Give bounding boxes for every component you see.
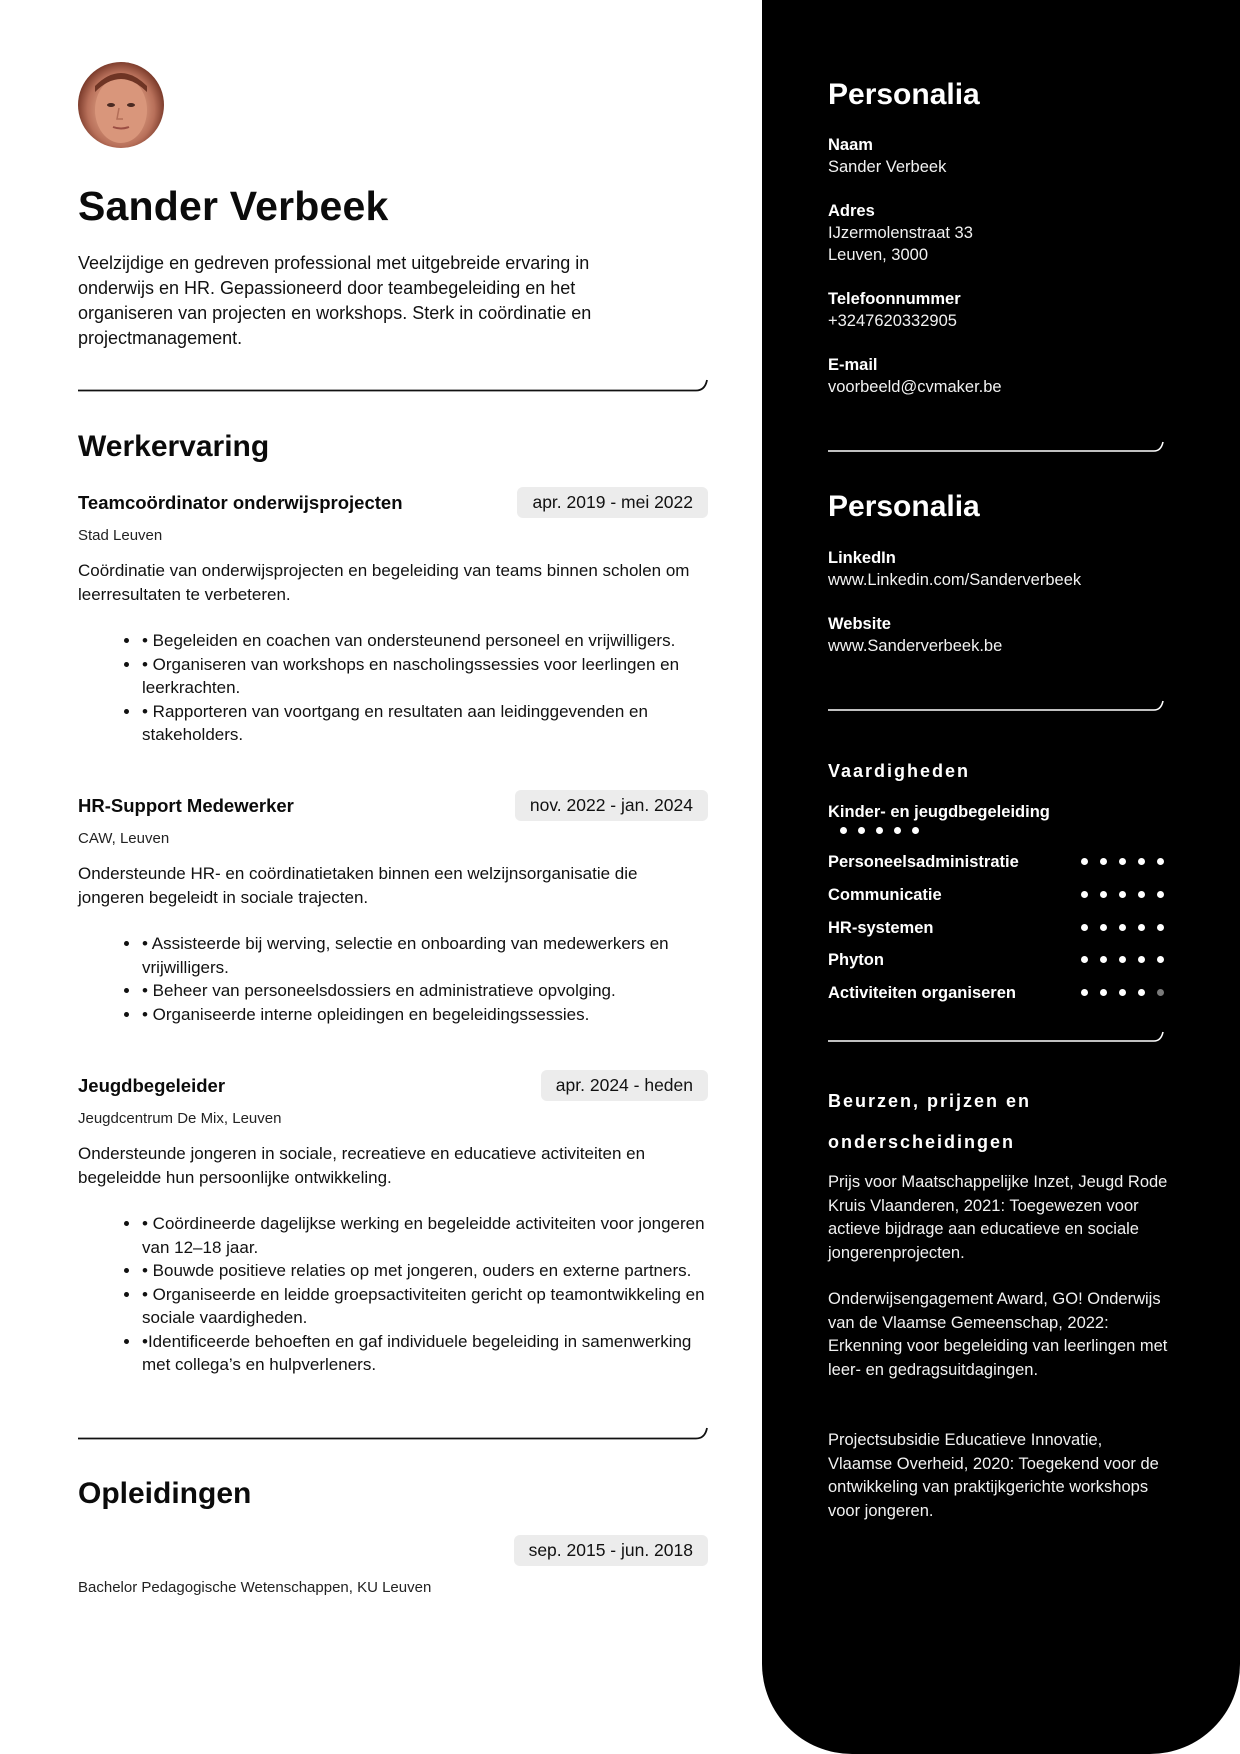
bullet-item: • •Identificeerde behoeften en gaf individuele begeleiding in samenwerking met collega’s en hulpverleners. — [141, 1330, 708, 1377]
rating-dot-filled — [1081, 956, 1088, 963]
field-phone — [828, 288, 1168, 332]
skill-rating — [1081, 989, 1164, 996]
job-description: Ondersteunde jongeren in sociale, recreatieve en educatieve activiteiten en begeleidde hun persoonlijke ontwikkeling. — [78, 1144, 646, 1187]
bullet-item: • • Coördineerde dagelijkse werking en begeleidde activiteiten voor jongeren van 12–18 jaar. — [141, 1212, 708, 1259]
skill-name: Communicatie — [828, 886, 942, 904]
rating-dot-filled — [1157, 924, 1164, 931]
employer: Jeugdcentrum De Mix, Leuven — [78, 1110, 282, 1127]
rating-dot-filled — [1100, 891, 1107, 898]
field-label: Naam — [828, 136, 873, 154]
bullet-item: • • Beheer van personeelsdossiers en administratieve opvolging. — [141, 979, 708, 1003]
rating-dot-filled — [1100, 956, 1107, 963]
field-value: Sander Verbeek — [828, 158, 947, 176]
job-title: Jeugdbegeleider — [78, 1075, 226, 1096]
experience-title: Werkervaring — [78, 430, 270, 463]
rating-dot-filled — [894, 827, 901, 834]
section-divider — [828, 440, 1164, 452]
website-link[interactable]: www.Sanderverbeek.be — [828, 637, 1003, 655]
rating-dot-filled — [858, 827, 865, 834]
bullet-item: • • Bouwde positieve relaties op met jongeren, ouders en externe partners. — [141, 1259, 708, 1283]
skill-name: Kinder- en jeugdbegeleiding — [828, 803, 1050, 821]
section-divider — [828, 1030, 1164, 1042]
section-divider — [828, 699, 1164, 711]
skill-name: Phyton — [828, 951, 884, 969]
rating-dot-filled — [1138, 891, 1145, 898]
education-title: Opleidingen — [78, 1477, 252, 1510]
skill-row — [828, 949, 1164, 971]
field-value: Leuven, 3000 — [828, 246, 929, 264]
candidate-name: Sander Verbeek — [78, 183, 389, 229]
field-label: Website — [828, 615, 891, 633]
skill-row — [828, 851, 1164, 873]
rating-dot-filled — [1100, 989, 1107, 996]
sidebar-panel — [762, 0, 1240, 1754]
job-bullets — [78, 932, 708, 1026]
field-label: LinkedIn — [828, 549, 896, 567]
job-description: Coördinatie van onderwijsprojecten en begeleiding van teams binnen scholen om leerresultaten te verbeteren. — [78, 561, 690, 604]
field-value: +3247620332905 — [828, 312, 957, 330]
rating-dot-filled — [912, 827, 919, 834]
rating-dot-filled — [876, 827, 883, 834]
skill-name: Activiteiten organiseren — [828, 984, 1016, 1002]
field-label: E-mail — [828, 356, 878, 374]
rating-dot-filled — [1081, 858, 1088, 865]
date-badge: nov. 2022 - jan. 2024 — [515, 790, 708, 821]
job-bullets — [78, 1212, 708, 1377]
rating-dot-empty — [1157, 989, 1164, 996]
date-badge: apr. 2019 - mei 2022 — [517, 487, 708, 518]
rating-dot-filled — [1138, 956, 1145, 963]
field-email — [828, 354, 1168, 398]
job-bullets — [78, 629, 708, 747]
award-item: Projectsubsidie Educatieve Innovatie, Vlaamse Overheid, 2020: Toegekend voor de ontwikkeling van praktijkgerichte workshops voor jongeren. — [828, 1431, 1159, 1520]
date-badge: sep. 2015 - jun. 2018 — [514, 1535, 708, 1566]
bullet-item: • • Organiseerde interne opleidingen en begeleidingssessies. — [141, 1003, 708, 1027]
field-value: voorbeeld@cvmaker.be — [828, 378, 1002, 396]
skill-name: Personeelsadministratie — [828, 853, 1019, 871]
job-entry — [78, 487, 708, 747]
awards-title-line: onderscheidingen — [828, 1132, 1016, 1152]
rating-dot-filled — [1138, 858, 1145, 865]
skill-rating — [1081, 891, 1164, 898]
personalia-title: Personalia — [828, 78, 980, 111]
profile-photo-face-icon — [78, 62, 164, 148]
education-degree: Bachelor Pedagogische Wetenschappen, KU Leuven — [78, 1579, 432, 1596]
rating-dot-filled — [1119, 924, 1126, 931]
rating-dot-filled — [1119, 858, 1126, 865]
bullet-item: • • Assisteerde bij werving, selectie en onboarding van medewerkers en vrijwilligers. — [141, 932, 708, 979]
bullet-item: • • Organiseren van workshops en nascholingssessies voor leerlingen en leerkrachten. — [141, 653, 708, 700]
skill-rating — [840, 827, 919, 834]
bullet-item: • • Organiseerde en leidde groepsactiviteiten gericht op teamontwikkeling en sociale vaardigheden. — [141, 1283, 708, 1330]
field-label: Telefoonnummer — [828, 290, 961, 308]
job-entry — [78, 1070, 708, 1377]
skill-row — [828, 917, 1164, 939]
date-badge: apr. 2024 - heden — [541, 1070, 708, 1101]
skill-row — [828, 982, 1164, 1004]
field-name — [828, 134, 1168, 178]
rating-dot-filled — [1119, 891, 1126, 898]
rating-dot-filled — [1081, 891, 1088, 898]
skill-row — [828, 801, 1164, 823]
employer: Stad Leuven — [78, 527, 163, 544]
rating-dot-filled — [1138, 989, 1145, 996]
field-linkedin — [828, 547, 1168, 591]
skills-title: Vaardigheden — [828, 761, 971, 781]
section-divider — [78, 1426, 708, 1440]
employer: CAW, Leuven — [78, 830, 170, 847]
field-address — [828, 200, 1168, 266]
job-title: Teamcoördinator onderwijsprojecten — [78, 492, 403, 513]
rating-dot-filled — [1081, 924, 1088, 931]
skill-name: HR-systemen — [828, 919, 934, 937]
rating-dot-filled — [1157, 956, 1164, 963]
rating-dot-filled — [1100, 858, 1107, 865]
rating-dot-filled — [1100, 924, 1107, 931]
bullet-item: • • Rapporteren van voortgang en resultaten aan leidinggevenden en stakeholders. — [141, 700, 708, 747]
skill-rating — [1081, 956, 1164, 963]
awards-title — [828, 1081, 1168, 1163]
online-title: Personalia — [828, 490, 980, 523]
rating-dot-filled — [1157, 858, 1164, 865]
field-label: Adres — [828, 202, 875, 220]
skill-row — [828, 884, 1164, 906]
job-entry — [78, 790, 708, 1026]
skill-rating — [1081, 924, 1164, 931]
awards-title-line: Beurzen, prijzen en — [828, 1091, 1032, 1111]
rating-dot-filled — [1119, 989, 1126, 996]
job-description: Ondersteunde HR- en coördinatietaken binnen een welzijnsorganisatie die jongeren begeleidt in sociale trajecten. — [78, 864, 638, 907]
field-value: IJzermolenstraat 33 — [828, 224, 973, 242]
award-item: Prijs voor Maatschappelijke Inzet, Jeugd Rode Kruis Vlaanderen, 2021: Toegewezen voor actieve bijdrage aan educatieve en sociale jongerenprojecten. — [828, 1173, 1168, 1262]
rating-dot-filled — [1157, 891, 1164, 898]
rating-dot-filled — [1119, 956, 1126, 963]
profile-summary: Veelzijdige en gedreven professional met uitgebreide ervaring in onderwijs en HR. Gepassioneerd door teambegeleiding en het organiseren van projecten en workshops. Sterk in coördinatie en projectmanagement. — [78, 253, 592, 348]
award-item: Onderwijsengagement Award, GO! Onderwijs van de Vlaamse Gemeenschap, 2022: Erkenning voor begeleiding van leerlingen met leer- en gedragsuitdagingen. — [828, 1290, 1168, 1379]
rating-dot-filled — [1138, 924, 1145, 931]
rating-dot-filled — [1081, 989, 1088, 996]
profile-photo — [78, 62, 164, 148]
bullet-item: • • Begeleiden en coachen van ondersteunend personeel en vrijwilligers. — [141, 629, 708, 653]
section-divider — [78, 378, 708, 392]
job-title: HR-Support Medewerker — [78, 795, 294, 816]
field-website — [828, 613, 1168, 657]
rating-dot-filled — [840, 827, 847, 834]
linkedin-link[interactable]: www.Linkedin.com/Sanderverbeek — [828, 571, 1082, 589]
skill-rating — [1081, 858, 1164, 865]
